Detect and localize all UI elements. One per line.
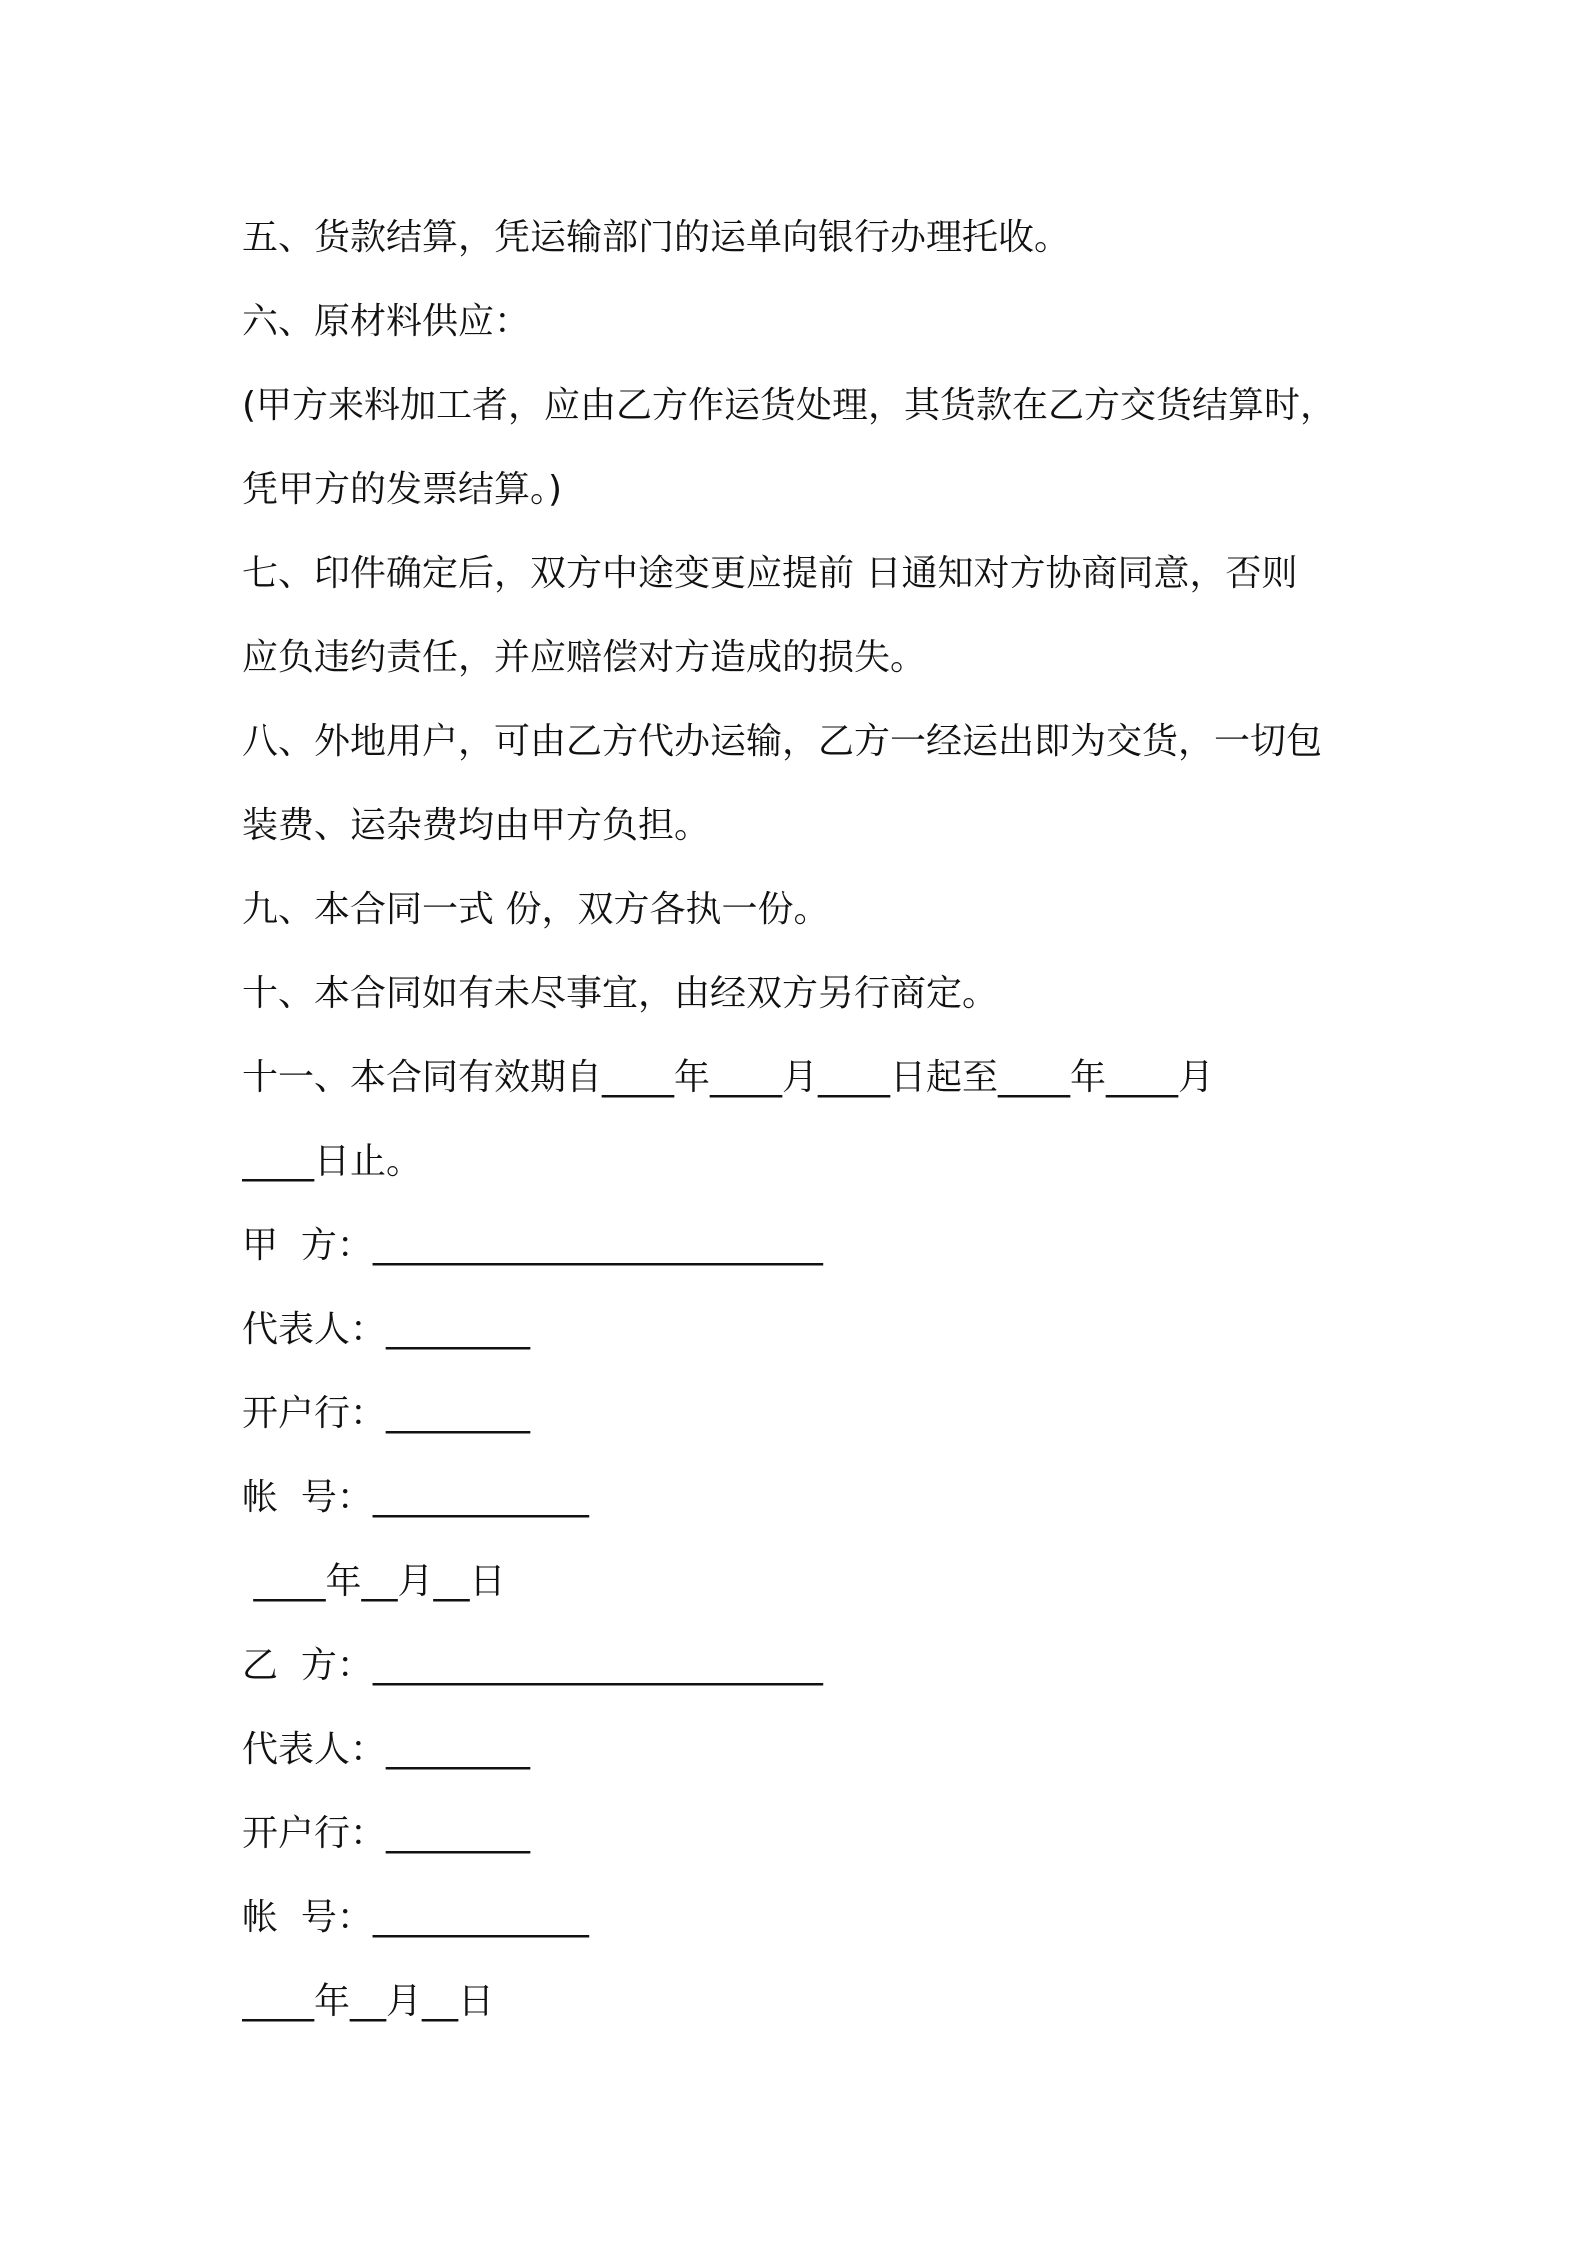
clause-6-heading: 六、原材料供应： [242, 301, 531, 342]
party-a-date: ____年__月__日 [242, 1561, 506, 1602]
party-b-name: 乙 方：_________________________ [242, 1645, 823, 1686]
clause-10: 十、本合同如有未尽事宜，由经双方另行商定。 [242, 973, 999, 1014]
clause-5-payment: 五、货款结算，凭运输部门的运单向银行办理托收。 [242, 217, 1071, 258]
party-a-account: 帐 号：____________ [242, 1477, 589, 1518]
clause-11-line-2: ____日止。 [242, 1141, 423, 1182]
clause-9: 九、本合同一式 份，双方各执一份。 [242, 889, 830, 930]
clause-7-line-2: 应负违约责任，并应赔偿对方造成的损失。 [242, 637, 927, 678]
clause-6-text-line-1: (甲方来料加工者，应由乙方作运货处理，其货款在乙方交货结算时， [242, 385, 1337, 426]
party-b-bank: 开户行：________ [242, 1813, 531, 1854]
party-b-date: ____年__月__日 [242, 1981, 495, 2022]
clause-7-line-1: 七、印件确定后，双方中途变更应提前 日通知对方协商同意，否则 [242, 553, 1298, 594]
clause-11-line-1: 十一、本合同有效期自____年____月____日起至____年____月 [242, 1057, 1215, 1098]
contract-body [242, 196, 1372, 2044]
party-b-representative: 代表人：________ [242, 1729, 531, 1770]
clause-6-text-line-2: 凭甲方的发票结算。) [242, 469, 563, 510]
clause-8-line-2: 装费、运杂费均由甲方负担。 [242, 805, 711, 846]
party-a-representative: 代表人：________ [242, 1309, 531, 1350]
party-a-bank: 开户行：________ [242, 1393, 531, 1434]
clause-8-line-1: 八、外地用户，可由乙方代办运输，乙方一经运出即为交货，一切包 [242, 721, 1323, 762]
party-b-account: 帐 号：____________ [242, 1897, 589, 1938]
party-a-name: 甲 方：_________________________ [242, 1225, 823, 1266]
